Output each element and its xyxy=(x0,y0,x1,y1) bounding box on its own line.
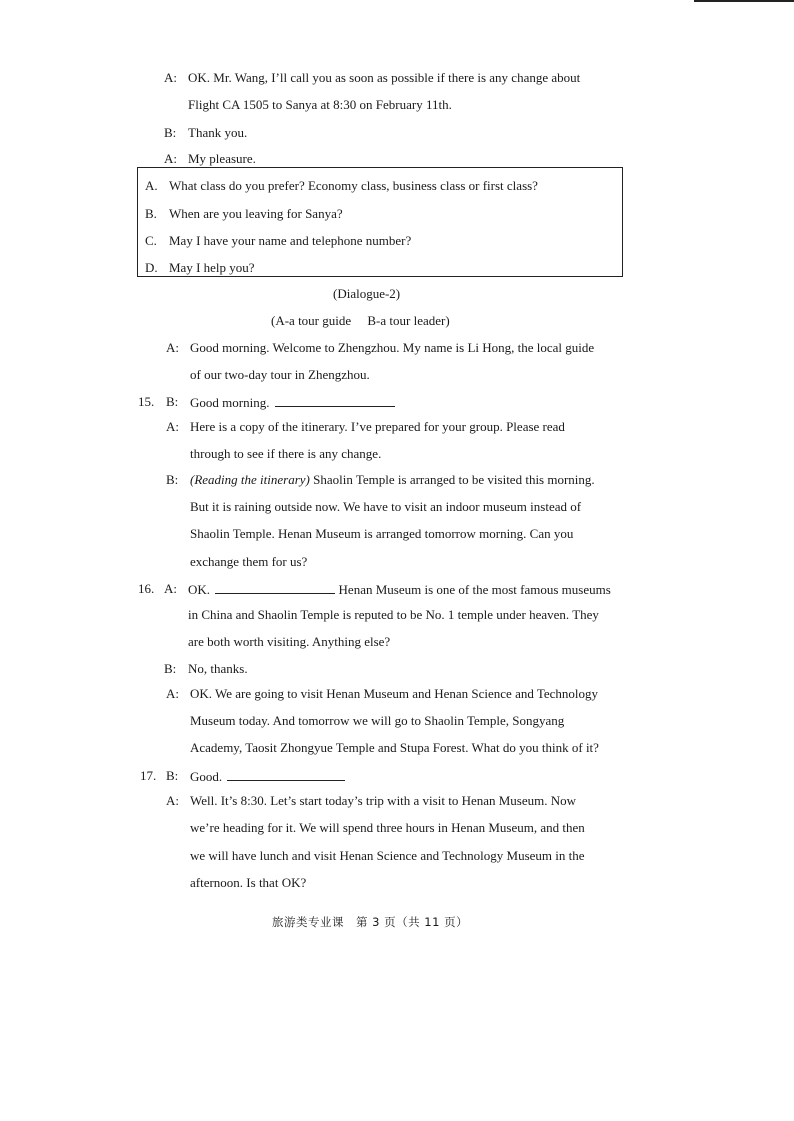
option-letter: A. xyxy=(145,178,158,193)
answer-blank-15[interactable] xyxy=(275,394,395,407)
option-letter: D. xyxy=(145,260,158,275)
speaker-label: A: xyxy=(166,340,179,355)
dialogue-line: in China and Shaolin Temple is reputed to be No. 1 temple under heaven. They xyxy=(188,607,599,622)
question-line xyxy=(190,394,395,411)
dialogue-line: afternoon. Is that OK? xyxy=(190,875,307,890)
option-letter: C. xyxy=(145,233,157,248)
dialogue-text: Shaolin Temple is arranged to be visited this morning. xyxy=(309,472,595,487)
dialogue-title: (Dialogue-2) xyxy=(333,286,401,301)
dialogue-line: OK. Mr. Wang, I’ll call you as soon as possible if there is any change about xyxy=(188,70,581,85)
dialogue-line: Well. It’s 8:30. Let’s start today’s trip with a visit to Henan Museum. Now xyxy=(190,793,577,808)
speaker-label: B: xyxy=(164,125,177,140)
dialogue-text: Henan Museum is one of the most famous museums xyxy=(338,582,611,597)
dialogue-text: Good. xyxy=(190,769,223,784)
speaker-label: B: xyxy=(166,768,179,783)
speaker-label: B: xyxy=(166,394,179,409)
dialogue-line: through to see if there is any change. xyxy=(190,446,382,461)
question-number: 17. xyxy=(140,768,157,783)
dialogue-line: No, thanks. xyxy=(188,661,248,676)
stage-direction: (Reading the itinerary) xyxy=(190,472,310,487)
dialogue-line: Here is a copy of the itinerary. I’ve prepared for your group. Please read xyxy=(190,419,565,434)
speaker-label: A: xyxy=(164,581,177,596)
dialogue-line: OK. We are going to visit Henan Museum and Henan Science and Technology xyxy=(190,686,599,701)
answer-blank-16[interactable] xyxy=(215,581,335,594)
speaker-label: A: xyxy=(164,70,177,85)
dialogue-line: of our two-day tour in Zhengzhou. xyxy=(190,367,370,382)
dialogue-line: are both worth visiting. Anything else? xyxy=(188,634,391,649)
option-text: When are you leaving for Sanya? xyxy=(169,206,343,221)
dialogue-roles: (A-a tour guide B-a tour leader) xyxy=(271,313,450,328)
dialogue-line: Shaolin Temple. Henan Museum is arranged tomorrow morning. Can you xyxy=(190,526,574,541)
question-number: 15. xyxy=(138,394,155,409)
dialogue-line: My pleasure. xyxy=(188,151,256,166)
dialogue-line xyxy=(190,472,595,488)
question-line xyxy=(190,768,345,785)
speaker-label: B: xyxy=(164,661,177,676)
top-edge-mark xyxy=(694,0,794,2)
page-footer: 旅游类专业课 第 3 页（共 11 页） xyxy=(272,915,469,929)
dialogue-text: Good morning. xyxy=(190,395,270,410)
option-text: May I have your name and telephone number? xyxy=(169,233,412,248)
question-line xyxy=(188,581,611,598)
option-text: May I help you? xyxy=(169,260,255,275)
speaker-label: A: xyxy=(166,793,179,808)
dialogue-line: Good morning. Welcome to Zhengzhou. My name is Li Hong, the local guide xyxy=(190,340,595,355)
speaker-label: B: xyxy=(166,472,179,487)
dialogue-text: OK. xyxy=(188,582,211,597)
answer-blank-17[interactable] xyxy=(227,768,345,781)
dialogue-line: we will have lunch and visit Henan Science and Technology Museum in the xyxy=(190,848,585,863)
dialogue-line: Thank you. xyxy=(188,125,248,140)
option-text: What class do you prefer? Economy class, business class or first class? xyxy=(169,178,538,193)
dialogue-line: Academy, Taosit Zhongyue Temple and Stupa Forest. What do you think of it? xyxy=(190,740,599,755)
option-letter: B. xyxy=(145,206,157,221)
dialogue-line: Museum today. And tomorrow we will go to Shaolin Temple, Songyang xyxy=(190,713,565,728)
speaker-label: A: xyxy=(166,419,179,434)
question-number: 16. xyxy=(138,581,155,596)
dialogue-line: we’re heading for it. We will spend three hours in Henan Museum, and then xyxy=(190,820,585,835)
dialogue-line: Flight CA 1505 to Sanya at 8:30 on February 11th. xyxy=(188,97,452,112)
speaker-label: A: xyxy=(166,686,179,701)
dialogue-line: But it is raining outside now. We have to visit an indoor museum instead of xyxy=(190,499,582,514)
speaker-label: A: xyxy=(164,151,177,166)
dialogue-line: exchange them for us? xyxy=(190,554,308,569)
